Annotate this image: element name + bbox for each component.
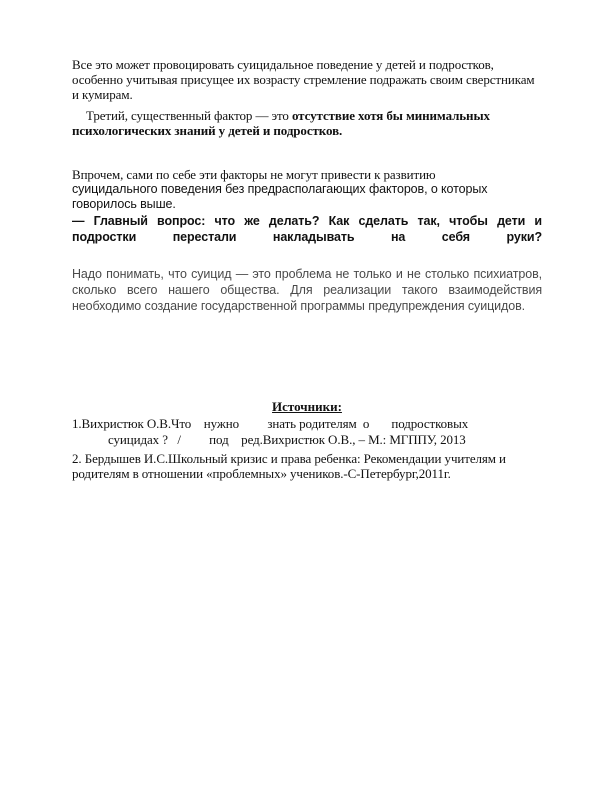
main-question: — Главный вопрос: что же делать? Как сделать так, чтобы дети и подростки перестали накладывать на себя руки? bbox=[72, 214, 542, 244]
source-item-1-line-1: 1.Вихристюк О.В.Что нужно знать родителям о подростковых bbox=[72, 416, 469, 431]
source-item-1-line-2: суицидах ? / под ред.Вихристюк О.В., – М.: МГППУ, 2013 bbox=[108, 432, 466, 447]
predisposing-line-2: суицидального поведения без предрасполагающих факторов, о которых говорилось выше. bbox=[72, 182, 488, 211]
paragraph-imitation-risk: Все это может провоцировать суицидальное поведение у детей и подростков, особенно учитывая присущее их возрасту стремление подражать своим сверстникам и кумирам. bbox=[72, 57, 535, 102]
source-item-1 bbox=[72, 416, 542, 448]
third-factor-lead: Третий, существенный фактор — это bbox=[86, 108, 292, 123]
source-item-2: 2. Бердышев И.С.Школьный кризис и права ребенка: Рекомендации учителям и родителям в отношении «проблемных» учеников.-С-Петербург,2011г. bbox=[72, 451, 506, 481]
sources-heading: Источники: bbox=[272, 399, 342, 414]
paragraph-society-problem: Надо понимать, что суицид — это проблема не только и не столько психиатров, сколько всего нашего общества. Для реализации такого взаимодействия необходимо создание государственной программы предупреждения суицидов. bbox=[72, 267, 542, 313]
paragraph-third-factor bbox=[72, 108, 542, 138]
paragraph-predisposing-factors bbox=[72, 167, 542, 212]
predisposing-line-1: Впрочем, сами по себе эти факторы не могут привести к развитию bbox=[72, 167, 436, 182]
third-factor-emphasis: отсутствие хотя бы минимальных психологических знаний у детей и подростков. bbox=[72, 108, 490, 138]
